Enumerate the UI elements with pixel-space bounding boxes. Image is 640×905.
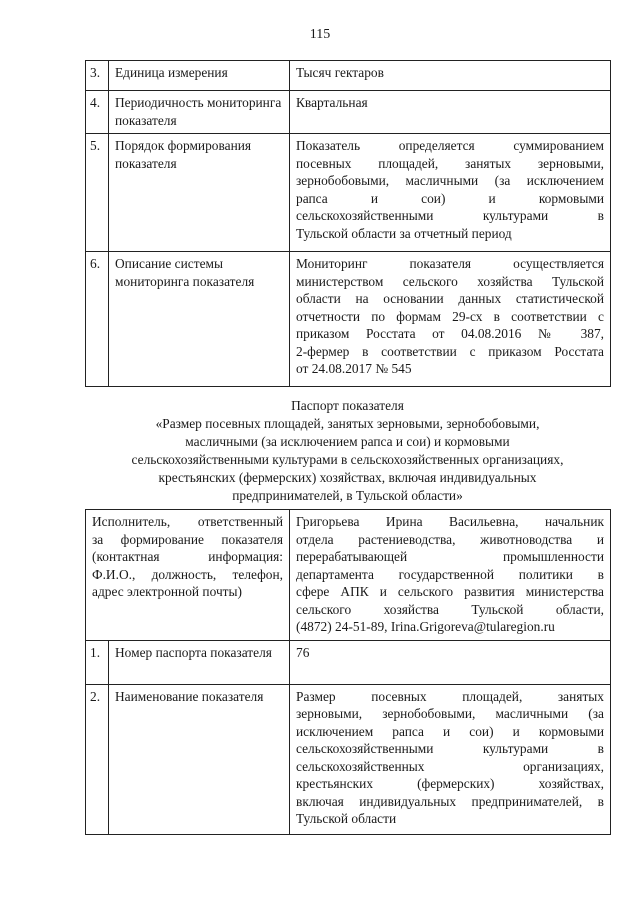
text-line: крестьянских (фермерских) хозяйствах, — [296, 776, 604, 791]
row-label: Порядок формирования показателя — [109, 134, 290, 252]
passport-title-line: предпринимателей, в Тульской области» — [232, 488, 463, 503]
row-number: 5. — [86, 134, 109, 252]
text-line: отчетности по формам 29-сх в соответствии с — [296, 308, 604, 324]
text-line: департамента государственной политики в — [296, 566, 604, 582]
text-line: исключением рапса и сои) и кормовыми — [296, 723, 604, 739]
text-line: от 24.08.2017 № 545 — [296, 361, 412, 376]
passport-title-line: масличными (за исключением рапса и сои) и кормовыми — [185, 434, 510, 449]
passport-title-line: «Размер посевных площадей, занятых зерновыми, зернобобовыми, — [155, 416, 540, 431]
text-line: Показатель определяется суммированием — [296, 138, 604, 153]
row-value — [290, 684, 611, 834]
row-label: Описание системы мониторинга показателя — [109, 252, 290, 387]
text-line: отдела растениеводства, животноводства и — [296, 531, 604, 547]
row-value — [290, 91, 611, 134]
text-line: (4872) 24-51-89, Irina.Grigoreva@tularegion.ru — [296, 619, 555, 634]
row-number: 4. — [86, 91, 109, 134]
text-line: за формирование показателя — [92, 531, 283, 547]
passport-heading-block — [85, 397, 610, 505]
text-line: Григорьева Ирина Васильевна, начальник — [296, 514, 604, 529]
text-line: Тульской области за отчетный период — [296, 225, 512, 241]
executor-label — [86, 510, 290, 641]
text-line: сельского хозяйства Тульской области, — [296, 601, 604, 617]
passport-title — [85, 415, 610, 505]
text-line: включая индивидуальных предпринимателей, в — [296, 793, 604, 809]
table-row — [86, 640, 611, 684]
passport-heading: Паспорт показателя — [291, 398, 404, 413]
text-line: сфере АПК и сельского развития министерства — [296, 584, 604, 599]
text-line: 76 — [296, 644, 310, 660]
row-value — [290, 640, 611, 684]
passport-title-line: крестьянских (фермерских) хозяйствах, включая индивидуальных — [158, 470, 537, 485]
executor-row — [86, 510, 611, 641]
executor-value — [290, 510, 611, 641]
row-value — [290, 134, 611, 252]
row-number: 2. — [86, 684, 109, 834]
text-line: Ф.И.О., должность, телефон, — [92, 566, 283, 582]
table-row — [86, 61, 611, 91]
text-line: адрес электронной почты) — [92, 584, 242, 599]
text-line: посевных площадей, занятых зерновыми, — [296, 155, 604, 171]
text-line: зернобобовыми, масличными (за исключением — [296, 173, 604, 188]
row-value — [290, 61, 611, 91]
text-line: 2-фермер в соответствии с приказом Росстата — [296, 343, 604, 359]
row-label: Наименование показателя — [109, 684, 290, 834]
table-row — [86, 252, 611, 387]
passport-title-line: сельскохозяйственными культурами в сельскохозяйственных организациях, — [131, 452, 564, 467]
text-line: зерновыми, зернобобовыми, масличными (за — [296, 706, 604, 721]
text-line: Квартальная — [296, 95, 368, 110]
row-value — [290, 252, 611, 387]
text-line: сельскохозяйственными культурами в — [296, 741, 604, 756]
page-number: 115 — [309, 27, 331, 42]
text-line: сельскохозяйственных организациях, — [296, 758, 604, 774]
row-number: 3. — [86, 61, 109, 91]
text-line: (контактная информация: — [92, 549, 283, 564]
row-label: Единица измерения — [109, 61, 290, 91]
row-label: Номер паспорта показателя — [109, 640, 290, 684]
row-label: Периодичность мониторинга показателя — [109, 91, 290, 134]
text-line: рапса и сои) и кормовыми — [296, 190, 604, 206]
text-line: Исполнитель, ответственный — [92, 514, 283, 529]
table-row — [86, 134, 611, 252]
text-line: Тульской области — [296, 811, 397, 826]
text-line: Размер посевных площадей, занятых — [296, 688, 604, 704]
passport-table — [85, 509, 611, 835]
text-line: Тысяч гектаров — [296, 65, 384, 80]
text-line: сельскохозяйственными культурами в — [296, 208, 604, 223]
table-row — [86, 684, 611, 834]
text-line: области на основании данных статистической — [296, 291, 604, 306]
text-line: Мониторинг показателя осуществляется — [296, 256, 604, 271]
table-row — [86, 91, 611, 134]
row-number: 1. — [86, 640, 109, 684]
indicator-table-continued — [85, 60, 611, 387]
text-line: перерабатывающей промышленности — [296, 549, 604, 564]
text-line: приказом Росстата от 04.08.2016 № 387, — [296, 326, 604, 341]
row-number: 6. — [86, 252, 109, 387]
text-line: министерством сельского хозяйства Тульской — [296, 273, 604, 289]
